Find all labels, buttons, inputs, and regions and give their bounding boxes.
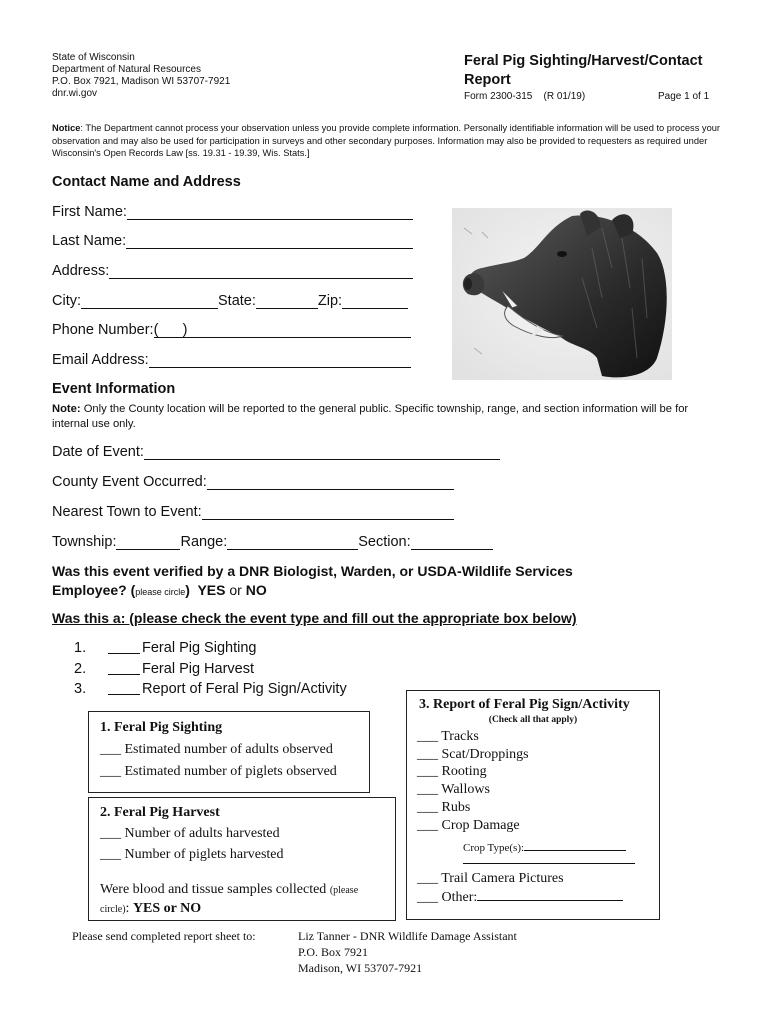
phone-field[interactable] (52, 322, 411, 338)
address-line[interactable] (109, 263, 413, 279)
item-label: Feral Pig Sighting (142, 640, 257, 656)
notice (52, 122, 722, 160)
agency-line: dnr.wi.gov (52, 88, 98, 99)
please-circle-note: (please (329, 885, 359, 896)
last-name-label: Last Name: (52, 233, 127, 249)
samples-colon: : (125, 901, 130, 916)
sign-item-trail-camera[interactable]: ___ Trail Camera Pictures (417, 871, 564, 886)
last-name-field[interactable] (52, 233, 413, 249)
item-number: 3. (74, 681, 87, 697)
crop-types-label: Crop Type(s): (463, 842, 525, 854)
agency-line: Department of Natural Resources (52, 64, 201, 75)
agency-line: State of Wisconsin (52, 52, 135, 63)
sign-item-scat[interactable]: ___ Scat/Droppings (417, 747, 529, 762)
item-number: 1. (74, 640, 87, 656)
page-number: Page 1 of 1 (658, 91, 710, 102)
event-type-item[interactable] (74, 679, 347, 700)
crop-types-field[interactable] (463, 837, 626, 857)
item-label: Report of Feral Pig Sign/Activity (142, 681, 347, 697)
samples-question (100, 881, 358, 900)
other-line[interactable] (477, 887, 623, 901)
phone-label: Phone Number: (52, 322, 154, 338)
event-type-question: Was this a: (please check the event type and fill out the appropriate box below) (52, 610, 577, 626)
circle-note: circle) (100, 904, 126, 915)
event-note-text: Only the County location will be reported to the general public. Specific township, range, and section information will be for internal use only. (52, 403, 689, 430)
date-field[interactable] (52, 444, 500, 460)
harvest-box (88, 797, 396, 921)
state-label: State: (218, 293, 256, 309)
sign-item-tracks[interactable]: ___ Tracks (417, 729, 479, 744)
county-label: County Event Occurred: (52, 474, 207, 490)
city-state-zip-field[interactable] (52, 293, 408, 309)
nearest-town-label: Nearest Town to Event: (52, 504, 202, 520)
samples-yes-no[interactable]: YES or NO (132, 901, 202, 916)
verified-or: or (225, 582, 246, 598)
range-line[interactable] (227, 534, 358, 550)
first-name-field[interactable] (52, 204, 413, 220)
other-label: ___ Other: (417, 890, 478, 905)
event-note-label: Note: (52, 403, 81, 415)
sign-item-rubs[interactable]: ___ Rubs (417, 800, 471, 815)
sign-box-subtitle: (Check all that apply) (488, 715, 578, 725)
mailing-address (298, 928, 517, 976)
event-type-item[interactable] (74, 659, 347, 680)
email-field[interactable] (52, 352, 411, 368)
verified-no[interactable]: NO (245, 582, 267, 598)
harvest-piglets-item[interactable]: ___ Number of piglets harvested (100, 847, 284, 862)
sighting-box-title: 1. Feral Pig Sighting (100, 720, 223, 735)
event-type-list (74, 638, 347, 700)
sign-activity-box (406, 690, 660, 920)
event-heading: Event Information (52, 381, 176, 397)
sighting-piglets-item[interactable]: ___ Estimated number of piglets observed (100, 764, 337, 779)
date-line[interactable] (144, 444, 500, 460)
feral-pig-image (452, 208, 672, 380)
last-name-line[interactable] (126, 233, 413, 249)
first-name-label: First Name: (52, 204, 127, 220)
nearest-town-field[interactable] (52, 504, 454, 520)
checkbox-blank[interactable] (108, 638, 140, 654)
address-line: Madison, WI 53707-7921 (298, 961, 423, 975)
harvest-box-title: 2. Feral Pig Harvest (100, 805, 220, 820)
city-line[interactable] (81, 293, 218, 309)
verified-line-2 (52, 581, 732, 602)
state-line[interactable] (256, 293, 318, 309)
samples-answer (100, 900, 201, 919)
item-number: 2. (74, 660, 87, 677)
crop-types-line-2[interactable] (463, 863, 635, 864)
address-line: Liz Tanner - DNR Wildlife Damage Assistant (298, 929, 517, 943)
nearest-town-line[interactable] (202, 504, 454, 520)
form-number: Form 2300-315 (R 01/19) (464, 91, 586, 102)
zip-label: Zip: (317, 293, 343, 309)
sign-box-title: 3. Report of Feral Pig Sign/Activity (419, 697, 630, 712)
first-name-line[interactable] (127, 204, 413, 220)
section-line[interactable] (411, 534, 493, 550)
verified-question (52, 562, 732, 602)
notice-text: : The Department cannot process your observation unless you provide complete information. Personally identifiable information will be used to process your observation and may also be used for participation in surveys and other secondary purposes. Information may also be provided to requesters as required under Wisconsin's Open Records Law [ss. 19.31 - 19.39, Wis. Stats.] (52, 123, 721, 158)
please-circle-note: please circle (135, 587, 186, 597)
contact-heading: Contact Name and Address (52, 174, 241, 190)
sighting-box (88, 711, 370, 793)
township-range-section-field[interactable] (52, 534, 493, 550)
city-label: City: (52, 293, 81, 309)
checkbox-blank[interactable] (108, 679, 140, 695)
event-type-item[interactable] (74, 638, 347, 659)
checkbox-blank[interactable] (108, 659, 140, 675)
verified-yes[interactable]: ) YES (185, 582, 226, 598)
verified-line-1: Was this event verified by a DNR Biologist, Warden, or USDA-Wildlife Services (52, 563, 573, 579)
harvest-adults-item[interactable]: ___ Number of adults harvested (100, 826, 280, 841)
sign-item-rooting[interactable]: ___ Rooting (417, 764, 487, 779)
send-to-label: Please send completed report sheet to: (72, 929, 256, 943)
township-label: Township: (52, 534, 117, 550)
verified-line-2-text: Employee? ( (52, 582, 136, 598)
samples-question-text: Were blood and tissue samples collected (100, 882, 327, 897)
email-label: Email Address: (52, 352, 149, 368)
address-field[interactable] (52, 263, 413, 279)
item-label: Feral Pig Harvest (142, 660, 255, 677)
sighting-adults-item[interactable]: ___ Estimated number of adults observed (100, 742, 333, 757)
section-label: Section: (358, 534, 411, 550)
phone-line[interactable]: ( ) (154, 322, 411, 338)
crop-types-line[interactable] (524, 837, 626, 851)
event-note (52, 402, 697, 432)
form-title: Feral Pig Sighting/Harvest/Contact Report (464, 53, 703, 88)
notice-label: Notice (52, 123, 81, 133)
range-label: Range: (180, 534, 228, 550)
address-line: P.O. Box 7921 (298, 945, 369, 959)
sign-item-wallows[interactable]: ___ Wallows (417, 782, 490, 797)
sign-item-crop-damage[interactable]: ___ Crop Damage (417, 818, 520, 833)
date-label: Date of Event: (52, 444, 144, 460)
sign-item-other[interactable] (417, 887, 623, 907)
agency-info (52, 52, 230, 100)
zip-line[interactable] (342, 293, 408, 309)
county-field[interactable] (52, 474, 454, 490)
township-line[interactable] (116, 534, 180, 550)
agency-line: P.O. Box 7921, Madison WI 53707-7921 (52, 76, 231, 87)
county-line[interactable] (207, 474, 454, 490)
email-line[interactable] (149, 352, 411, 368)
address-label: Address: (52, 263, 110, 279)
